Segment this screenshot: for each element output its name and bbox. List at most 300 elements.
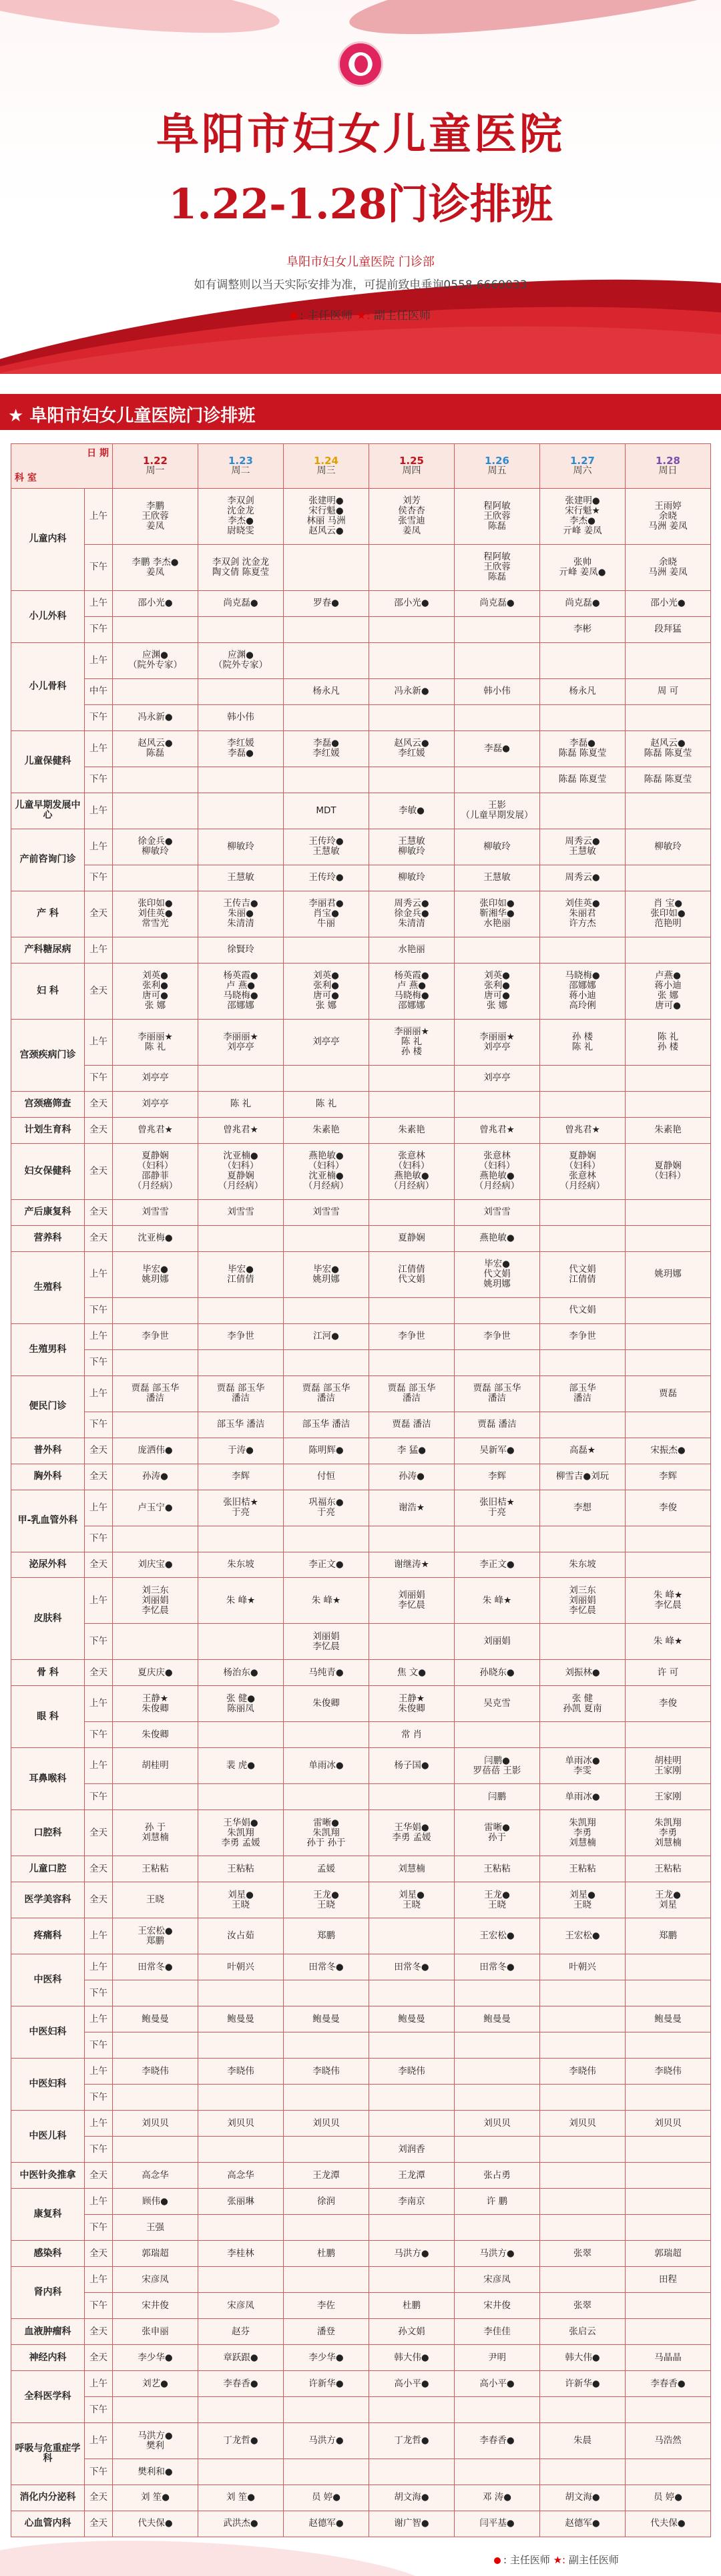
- schedule-cell: [540, 1143, 626, 1199]
- department-name: 中医妇科: [11, 2006, 85, 2059]
- schedule-cell: [198, 1065, 284, 1091]
- session-label: 全天: [85, 2319, 113, 2345]
- doctor-names: 江河●: [313, 1331, 339, 1342]
- session-label: 全天: [85, 2485, 113, 2511]
- doctor-names: 刘星● 王晓: [228, 1889, 254, 1910]
- schedule-cell: [455, 865, 540, 891]
- schedule-cell: [455, 1954, 540, 1980]
- session-label: 全天: [85, 2163, 113, 2189]
- doctor-names: 焦 文●: [397, 1667, 427, 1678]
- schedule-cell: [455, 1412, 540, 1438]
- day-header: [455, 444, 540, 489]
- schedule-cell: [198, 1918, 284, 1954]
- schedule-cell: [540, 2267, 626, 2293]
- schedule-cell: [369, 1490, 455, 1526]
- doctor-names: 江倩倩 代文娟: [398, 1263, 425, 1285]
- schedule-cell: [455, 1143, 540, 1199]
- doctor-names: 刘雪雪: [483, 1207, 511, 1218]
- session-label: 全天: [85, 1091, 113, 1117]
- doctor-names: 李磊● 李红媛: [312, 738, 340, 759]
- schedule-cell: [198, 489, 284, 545]
- hospital-name: 阜阳市妇女儿童医院: [156, 110, 565, 160]
- doctor-names: 田程: [659, 2274, 677, 2285]
- department-name: 儿童保健科: [11, 730, 85, 793]
- session-label: 下午: [85, 1526, 113, 1552]
- schedule-cell: [198, 1722, 284, 1748]
- session-label: 上午: [85, 1019, 113, 1065]
- schedule-cell: [540, 1323, 626, 1349]
- schedule-cell: [198, 937, 284, 963]
- doctor-names: 邵小光●: [138, 598, 173, 609]
- session-label: 全天: [85, 1660, 113, 1686]
- schedule-cell: [626, 2459, 711, 2485]
- schedule-cell: [198, 2371, 284, 2397]
- schedule-cell: [369, 1660, 455, 1686]
- schedule-cell: [284, 2423, 369, 2459]
- session-label: 下午: [85, 1349, 113, 1375]
- department-name: 甲-乳血管外科: [11, 1490, 85, 1552]
- session-label: 上午: [85, 1375, 113, 1412]
- schedule-cell: [284, 1490, 369, 1526]
- doctor-names: 张申丽: [142, 2326, 169, 2337]
- doctor-names: 孟媛: [317, 1863, 335, 1874]
- schedule-cell: [626, 1882, 711, 1918]
- table-row: [11, 1954, 711, 1980]
- schedule-cell: [540, 2111, 626, 2137]
- doctor-names: 李 猛●: [397, 1445, 427, 1456]
- schedule-cell: [626, 793, 711, 829]
- schedule-cell: [113, 1412, 198, 1438]
- schedule-cell: [113, 642, 198, 678]
- doctor-names: 张旧桔★ 于亮: [223, 1497, 258, 1518]
- schedule-cell: [540, 704, 626, 730]
- schedule-cell: [626, 590, 711, 616]
- doctor-names: 马纯青●: [308, 1667, 344, 1678]
- doctor-names: 韩小伟: [227, 712, 254, 723]
- schedule-cell: [369, 1065, 455, 1091]
- schedule-cell: [113, 489, 198, 545]
- schedule-cell: [369, 704, 455, 730]
- doctor-names: 曾兆君★: [223, 1124, 258, 1136]
- day-date: 1.26: [484, 455, 509, 467]
- schedule-cell: [284, 767, 369, 793]
- doctor-names: 李想: [573, 1502, 591, 1513]
- department-name: 皮肤科: [11, 1578, 85, 1660]
- table-header-row: [11, 444, 711, 489]
- doctor-names: 刘 笙●: [226, 2492, 256, 2503]
- schedule-cell: [284, 2163, 369, 2189]
- session-label: 下午: [85, 704, 113, 730]
- table-row: [11, 1019, 711, 1065]
- schedule-cell: [284, 1225, 369, 1251]
- schedule-cell: [198, 1526, 284, 1552]
- schedule-cell: [113, 1143, 198, 1199]
- schedule-cell: [198, 767, 284, 793]
- doctor-names: 王粘粘: [483, 1863, 511, 1874]
- table-row: [11, 1578, 711, 1624]
- schedule-cell: [369, 1552, 455, 1578]
- doctor-names: 韩小伟: [483, 686, 511, 697]
- doctor-names: 闫鹏: [488, 1791, 506, 1802]
- schedule-cell: [455, 963, 540, 1019]
- doctor-names: 刘英● 张利● 唐可● 张 娜: [142, 970, 168, 1012]
- schedule-cell: [455, 489, 540, 545]
- schedule-cell: [540, 1375, 626, 1412]
- doctor-names: 刘 笙●: [140, 2492, 170, 2503]
- schedule-cell: [626, 1349, 711, 1375]
- schedule-cell: [284, 1251, 369, 1297]
- doctor-names: 朱凯翔 李勇 刘慧楠: [569, 1817, 596, 1848]
- doctor-names: 员 婷●: [653, 2492, 683, 2503]
- schedule-cell: [626, 1686, 711, 1722]
- schedule-cell: [113, 1918, 198, 1954]
- department-name: 血液肿瘤科: [11, 2319, 85, 2345]
- doctor-names: 张意林 （妇科） 燕艳敏● （月经病）: [474, 1150, 520, 1192]
- schedule-cell: [198, 793, 284, 829]
- schedule-cell: [113, 2319, 198, 2345]
- table-row: [11, 1624, 711, 1660]
- doctor-names: 胡桂明: [142, 1760, 169, 1771]
- schedule-cell: [198, 2267, 284, 2293]
- doctor-names: 刘丽娟 李忆晨: [398, 1590, 425, 1611]
- table-row: [11, 2085, 711, 2111]
- schedule-cell: [113, 1199, 198, 1225]
- doctor-names: 周秀云● 徐金兵● 朱清清: [394, 898, 429, 929]
- doctor-names: 王影 （儿童早期发展）: [461, 800, 533, 821]
- schedule-cell: [626, 1810, 711, 1856]
- doctor-names: 毕宏● 姚玥娜: [142, 1263, 169, 1285]
- table-row: [11, 1375, 711, 1412]
- schedule-cell: [284, 2319, 369, 2345]
- schedule-cell: [284, 1297, 369, 1323]
- schedule-cell: [284, 1954, 369, 1980]
- schedule-cell: [455, 642, 540, 678]
- doctor-names: 李晓伟: [569, 2065, 596, 2077]
- department-name: 生殖男科: [11, 1323, 85, 1375]
- doctor-names: 张建明● 宋行魁● 林丽 马洲 赵风云●: [306, 495, 346, 537]
- schedule-cell: [626, 1490, 711, 1526]
- schedule-cell: [369, 1784, 455, 1810]
- schedule-cell: [284, 616, 369, 642]
- doctor-names: 王慧敏: [483, 872, 511, 883]
- doctor-names: 宋彦凤: [227, 2300, 254, 2311]
- doctor-names: 杨英霞● 卢 燕● 马晓梅● 邵娜娜: [223, 970, 258, 1012]
- schedule-cell: [455, 1438, 540, 1464]
- doctor-names: 刘润香: [398, 2143, 425, 2155]
- doctor-names: 李磊● 陈磊 陈夏莹: [558, 738, 607, 759]
- doctor-names: 许 鹏: [486, 2195, 508, 2207]
- schedule-cell: [113, 2459, 198, 2485]
- schedule-cell: [626, 489, 711, 545]
- schedule-cell: [540, 1490, 626, 1526]
- doctor-names: 夏静娴: [398, 1233, 425, 1244]
- department-name: 心血管内科: [11, 2511, 85, 2537]
- doctor-names: 陈明辉●: [308, 1445, 344, 1456]
- schedule-cell: [113, 1882, 198, 1918]
- schedule-cell: [455, 1918, 540, 1954]
- schedule-cell: [455, 1856, 540, 1882]
- doctor-names: 刘贝贝: [483, 2117, 511, 2129]
- doctor-names: 王龙潭: [398, 2169, 425, 2181]
- table-row: [11, 2267, 711, 2293]
- schedule-cell: [198, 2215, 284, 2241]
- doctor-names: 赵德军●: [308, 2518, 344, 2529]
- session-label: 全天: [85, 1882, 113, 1918]
- schedule-cell: [455, 2006, 540, 2032]
- doctor-names: 刘芳 侯杏杏 张雪迪 姜凤: [398, 495, 425, 537]
- schedule-cell: [540, 678, 626, 704]
- doctor-names: 孙涛●: [142, 1471, 168, 1482]
- doctor-names: 刘贝贝: [654, 2117, 682, 2129]
- schedule-cell: [540, 1438, 626, 1464]
- schedule-cell: [540, 767, 626, 793]
- schedule-cell: [113, 2371, 198, 2397]
- schedule-cell: [369, 489, 455, 545]
- schedule-cell: [198, 1019, 284, 1065]
- schedule-cell: [284, 1624, 369, 1660]
- schedule-cell: [540, 616, 626, 642]
- schedule-cell: [626, 1624, 711, 1660]
- schedule-cell: [284, 1412, 369, 1438]
- table-row: [11, 642, 711, 678]
- schedule-cell: [369, 1323, 455, 1349]
- schedule-cell: [369, 544, 455, 590]
- department-name: 计划生育科: [11, 1117, 85, 1143]
- schedule-cell: [369, 1954, 455, 1980]
- schedule-cell: [626, 2085, 711, 2111]
- schedule-cell: [198, 2085, 284, 2111]
- schedule-cell: [369, 616, 455, 642]
- session-label: 全天: [85, 1143, 113, 1199]
- doctor-names: 刘雪雪: [227, 1207, 254, 1218]
- schedule-cell: [369, 2319, 455, 2345]
- doctor-names: 朱俊卿: [312, 1698, 340, 1709]
- schedule-cell: [284, 2371, 369, 2397]
- table-row: [11, 1091, 711, 1117]
- schedule-cell: [540, 1722, 626, 1748]
- session-label: 下午: [85, 2137, 113, 2163]
- table-row: [11, 963, 711, 1019]
- schedule-cell: [540, 2319, 626, 2345]
- schedule-cell: [626, 1297, 711, 1323]
- doctor-names: 刘庆宝●: [138, 1558, 173, 1570]
- schedule-cell: [113, 1660, 198, 1686]
- doctor-names: 曾兆君★: [479, 1124, 515, 1136]
- doctor-names: 应渊● （院外专家）: [214, 650, 268, 671]
- schedule-cell: [113, 1810, 198, 1856]
- table-row: [11, 2293, 711, 2319]
- doctor-names: 朱东坡: [569, 1558, 596, 1570]
- session-label: 下午: [85, 616, 113, 642]
- schedule-cell: [198, 2059, 284, 2085]
- schedule-cell: [455, 1375, 540, 1412]
- doctor-names: 鲍曼曼: [654, 2013, 682, 2024]
- schedule-cell: [540, 2163, 626, 2189]
- schedule-cell: [284, 2032, 369, 2059]
- schedule-cell: [369, 678, 455, 704]
- schedule-cell: [369, 1412, 455, 1438]
- doctor-names: 孙文娟: [398, 2326, 425, 2337]
- schedule-cell: [113, 1464, 198, 1490]
- schedule-cell: [198, 1375, 284, 1412]
- schedule-cell: [284, 1065, 369, 1091]
- schedule-cell: [198, 730, 284, 767]
- schedule-cell: [284, 1748, 369, 1784]
- schedule-cell: [455, 616, 540, 642]
- schedule-cell: [540, 865, 626, 891]
- schedule-cell: [626, 2423, 711, 2459]
- doctor-names: 王龙● 王晓: [484, 1889, 510, 1910]
- doctor-names: 韩大伟●: [565, 2352, 600, 2363]
- schedule-cell: [113, 1784, 198, 1810]
- doctor-names: 宋彦凤: [142, 2274, 169, 2285]
- schedule-table-container: [11, 443, 710, 2537]
- table-row: [11, 1199, 711, 1225]
- doctor-names: 鲍曼曼: [312, 2013, 340, 2024]
- schedule-cell: [284, 2459, 369, 2485]
- doctor-names: 部玉华 潘洁: [216, 1419, 265, 1430]
- schedule-cell: [369, 2345, 455, 2371]
- schedule-cell: [369, 793, 455, 829]
- doctor-names: 贾磊 部玉华 潘洁: [473, 1383, 521, 1404]
- legend-deputy-label: 副主任医师: [373, 309, 431, 323]
- schedule-cell: [369, 2241, 455, 2267]
- schedule-cell: [626, 1065, 711, 1091]
- doctor-names: 王华娟● 朱凯翔 李勇 孟媛: [221, 1817, 260, 1848]
- doctor-names: 李丽丽★ 刘亭亭: [479, 1031, 515, 1052]
- schedule-cell: [113, 891, 198, 937]
- schedule-cell: [284, 2189, 369, 2215]
- doctor-names: 赵风云● 陈磊 陈夏莹: [644, 738, 692, 759]
- doctor-names: 叶朝兴: [227, 1961, 254, 1972]
- doctor-names: 王晓: [146, 1894, 164, 1906]
- schedule-cell: [455, 1660, 540, 1686]
- schedule-cell: [455, 1686, 540, 1722]
- schedule-cell: [113, 2423, 198, 2459]
- table-row: [11, 2511, 711, 2537]
- session-label: 中午: [85, 678, 113, 704]
- table-row: [11, 2137, 711, 2163]
- schedule-cell: [369, 891, 455, 937]
- schedule-cell: [540, 1117, 626, 1143]
- doctor-names: 王粘粘: [654, 1863, 682, 1874]
- schedule-cell: [626, 1143, 711, 1199]
- schedule-cell: [198, 1490, 284, 1526]
- doctor-names: 李鹏 王欣蓉 姜凤: [142, 500, 169, 531]
- schedule-cell: [284, 2137, 369, 2163]
- table-row: [11, 1882, 711, 1918]
- doctor-names: 王宏松● 郑鹏: [138, 1925, 173, 1946]
- schedule-cell: [369, 1918, 455, 1954]
- schedule-cell: [369, 1251, 455, 1297]
- doctor-names: 贾磊 部玉华 潘洁: [216, 1383, 265, 1404]
- table-row: [11, 2006, 711, 2032]
- doctor-names: 贾磊 部玉华 潘洁: [387, 1383, 436, 1404]
- schedule-cell: [540, 1784, 626, 1810]
- schedule-cell: [540, 1686, 626, 1722]
- schedule-cell: [455, 2137, 540, 2163]
- doctor-names: 徐润: [317, 2195, 335, 2207]
- doctor-names: 李争世: [483, 1331, 511, 1342]
- doctor-names: 赵德军●: [565, 2518, 600, 2529]
- schedule-cell: [455, 1526, 540, 1552]
- doctor-names: 孙 楼 陈 礼: [571, 1031, 593, 1052]
- doctor-names: 李辉: [232, 1471, 250, 1482]
- schedule-cell: [113, 2215, 198, 2241]
- doctor-names: 部玉华 潘洁: [569, 1383, 596, 1404]
- schedule-cell: [198, 2137, 284, 2163]
- schedule-cell: [113, 2163, 198, 2189]
- schedule-cell: [284, 1526, 369, 1552]
- schedule-cell: [198, 2423, 284, 2459]
- doctor-names: 田常冬●: [308, 1961, 344, 1972]
- schedule-cell: [113, 1856, 198, 1882]
- schedule-cell: [626, 767, 711, 793]
- schedule-cell: [455, 1980, 540, 2006]
- doctor-names: 马晶晶: [654, 2352, 682, 2363]
- schedule-cell: [113, 2006, 198, 2032]
- session-label: 上午: [85, 2423, 113, 2459]
- department-name: 医学美容科: [11, 1882, 85, 1918]
- schedule-cell: [198, 1954, 284, 1980]
- schedule-cell: [198, 1091, 284, 1117]
- doctor-names: 刘亭亭: [483, 1072, 511, 1084]
- doctor-names: 郭瑞超: [654, 2247, 682, 2259]
- schedule-cell: [113, 1065, 198, 1091]
- schedule-cell: [455, 2032, 540, 2059]
- schedule-cell: [369, 2459, 455, 2485]
- schedule-cell: [369, 1882, 455, 1918]
- doctor-names: 毕宏● 姚玥娜: [312, 1263, 340, 1285]
- schedule-cell: [369, 1578, 455, 1624]
- schedule-cell: [284, 1578, 369, 1624]
- table-row: [11, 793, 711, 829]
- session-label: 全天: [85, 1552, 113, 1578]
- doctor-names: 李争世: [142, 1331, 169, 1342]
- schedule-cell: [198, 2189, 284, 2215]
- doctor-names: 卢燕● 蒋小迪 张 娜 唐可●: [654, 970, 682, 1012]
- schedule-cell: [284, 1323, 369, 1349]
- session-label: 下午: [85, 1722, 113, 1748]
- doctor-names: 李春香●: [479, 2435, 515, 2446]
- schedule-cell: [284, 2397, 369, 2423]
- schedule-cell: [284, 1686, 369, 1722]
- department-name: 生殖科: [11, 1251, 85, 1323]
- schedule-cell: [198, 963, 284, 1019]
- doctor-names: 王龙潭: [312, 2169, 340, 2181]
- schedule-cell: [540, 2006, 626, 2032]
- schedule-cell: [284, 793, 369, 829]
- schedule-cell: [369, 1091, 455, 1117]
- legend-deputy-label: 副主任医师: [568, 2554, 619, 2566]
- schedule-cell: [369, 1810, 455, 1856]
- doctor-names: 付恒: [317, 1471, 335, 1482]
- schedule-cell: [455, 590, 540, 616]
- doctor-names: 部玉华 潘洁: [302, 1419, 350, 1430]
- table-row: [11, 1349, 711, 1375]
- schedule-cell: [455, 1225, 540, 1251]
- day-date: 1.23: [228, 455, 253, 467]
- schedule-cell: [626, 730, 711, 767]
- schedule-cell: [198, 1199, 284, 1225]
- day-header: [369, 444, 455, 489]
- doctor-names: 雷晰● 孙于: [484, 1822, 510, 1844]
- doctor-names: 尚克磊●: [565, 598, 600, 609]
- doctor-names: 郭瑞超: [142, 2247, 169, 2259]
- session-label: 上午: [85, 1954, 113, 1980]
- session-label: 上午: [85, 2267, 113, 2293]
- schedule-cell: [455, 2293, 540, 2319]
